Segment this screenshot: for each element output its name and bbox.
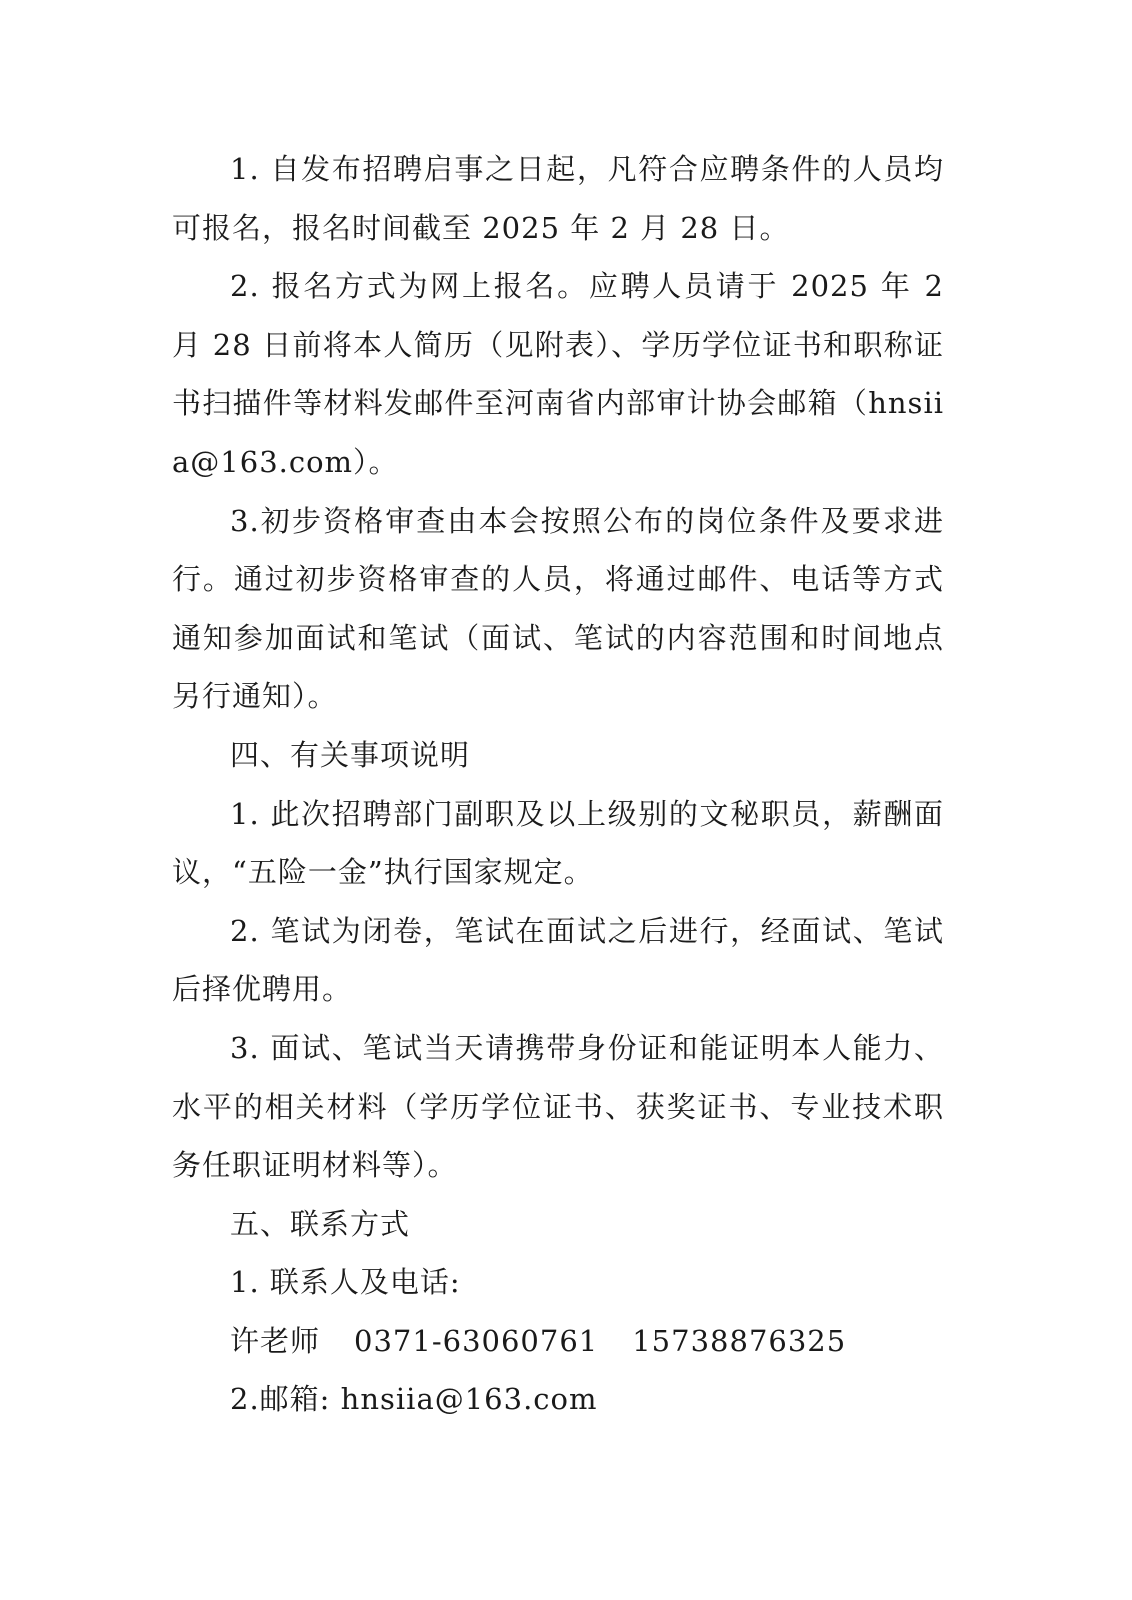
paragraph-qualification-review: 3.初步资格审查由本会按照公布的岗位条件及要求进行。通过初步资格审查的人员，将通过邮件、电话等方式通知参加面试和笔试（面试、笔试的内容范围和时间地点另行通知）。: [172, 503, 944, 714]
section-heading-contact: 五、联系方式: [230, 1206, 411, 1241]
section-heading-notes: 四、有关事项说明: [230, 737, 471, 772]
contact-mobile: 15738876325: [632, 1323, 847, 1358]
paragraph-registration-period: 1. 自发布招聘启事之日起，凡符合应聘条件的人员均可报名，报名时间截至 2025 年 2 月 28 日。: [172, 152, 944, 245]
email-line: 2.邮箱: hnsiia@163.com: [230, 1382, 598, 1417]
document-body: [172, 140, 944, 1429]
contact-line: [172, 1312, 944, 1371]
paragraph-materials: 3. 面试、笔试当天请携带身份证和能证明本人能力、水平的相关材料（学历学位证书、获奖证书、专业技术职务任职证明材料等）。: [172, 1030, 944, 1183]
contact-phone: 0371-63060761: [354, 1323, 599, 1358]
paragraph-registration-method: 2. 报名方式为网上报名。应聘人员请于 2025 年 2 月 28 日前将本人简历（见附表）、学历学位证书和职称证书扫描件等材料发邮件至河南省内部审计协会邮箱（hnsiia@163.com）。: [172, 269, 944, 479]
paragraph-written-exam: 2. 笔试为闭卷，笔试在面试之后进行，经面试、笔试后择优聘用。: [172, 913, 944, 1007]
contact-name: 许老师: [230, 1323, 321, 1358]
contact-label: 1. 联系人及电话:: [230, 1265, 461, 1300]
paragraph-salary: 1. 此次招聘部门副职及以上级别的文秘职员，薪酬面议，“五险一金”执行国家规定。: [172, 796, 944, 890]
